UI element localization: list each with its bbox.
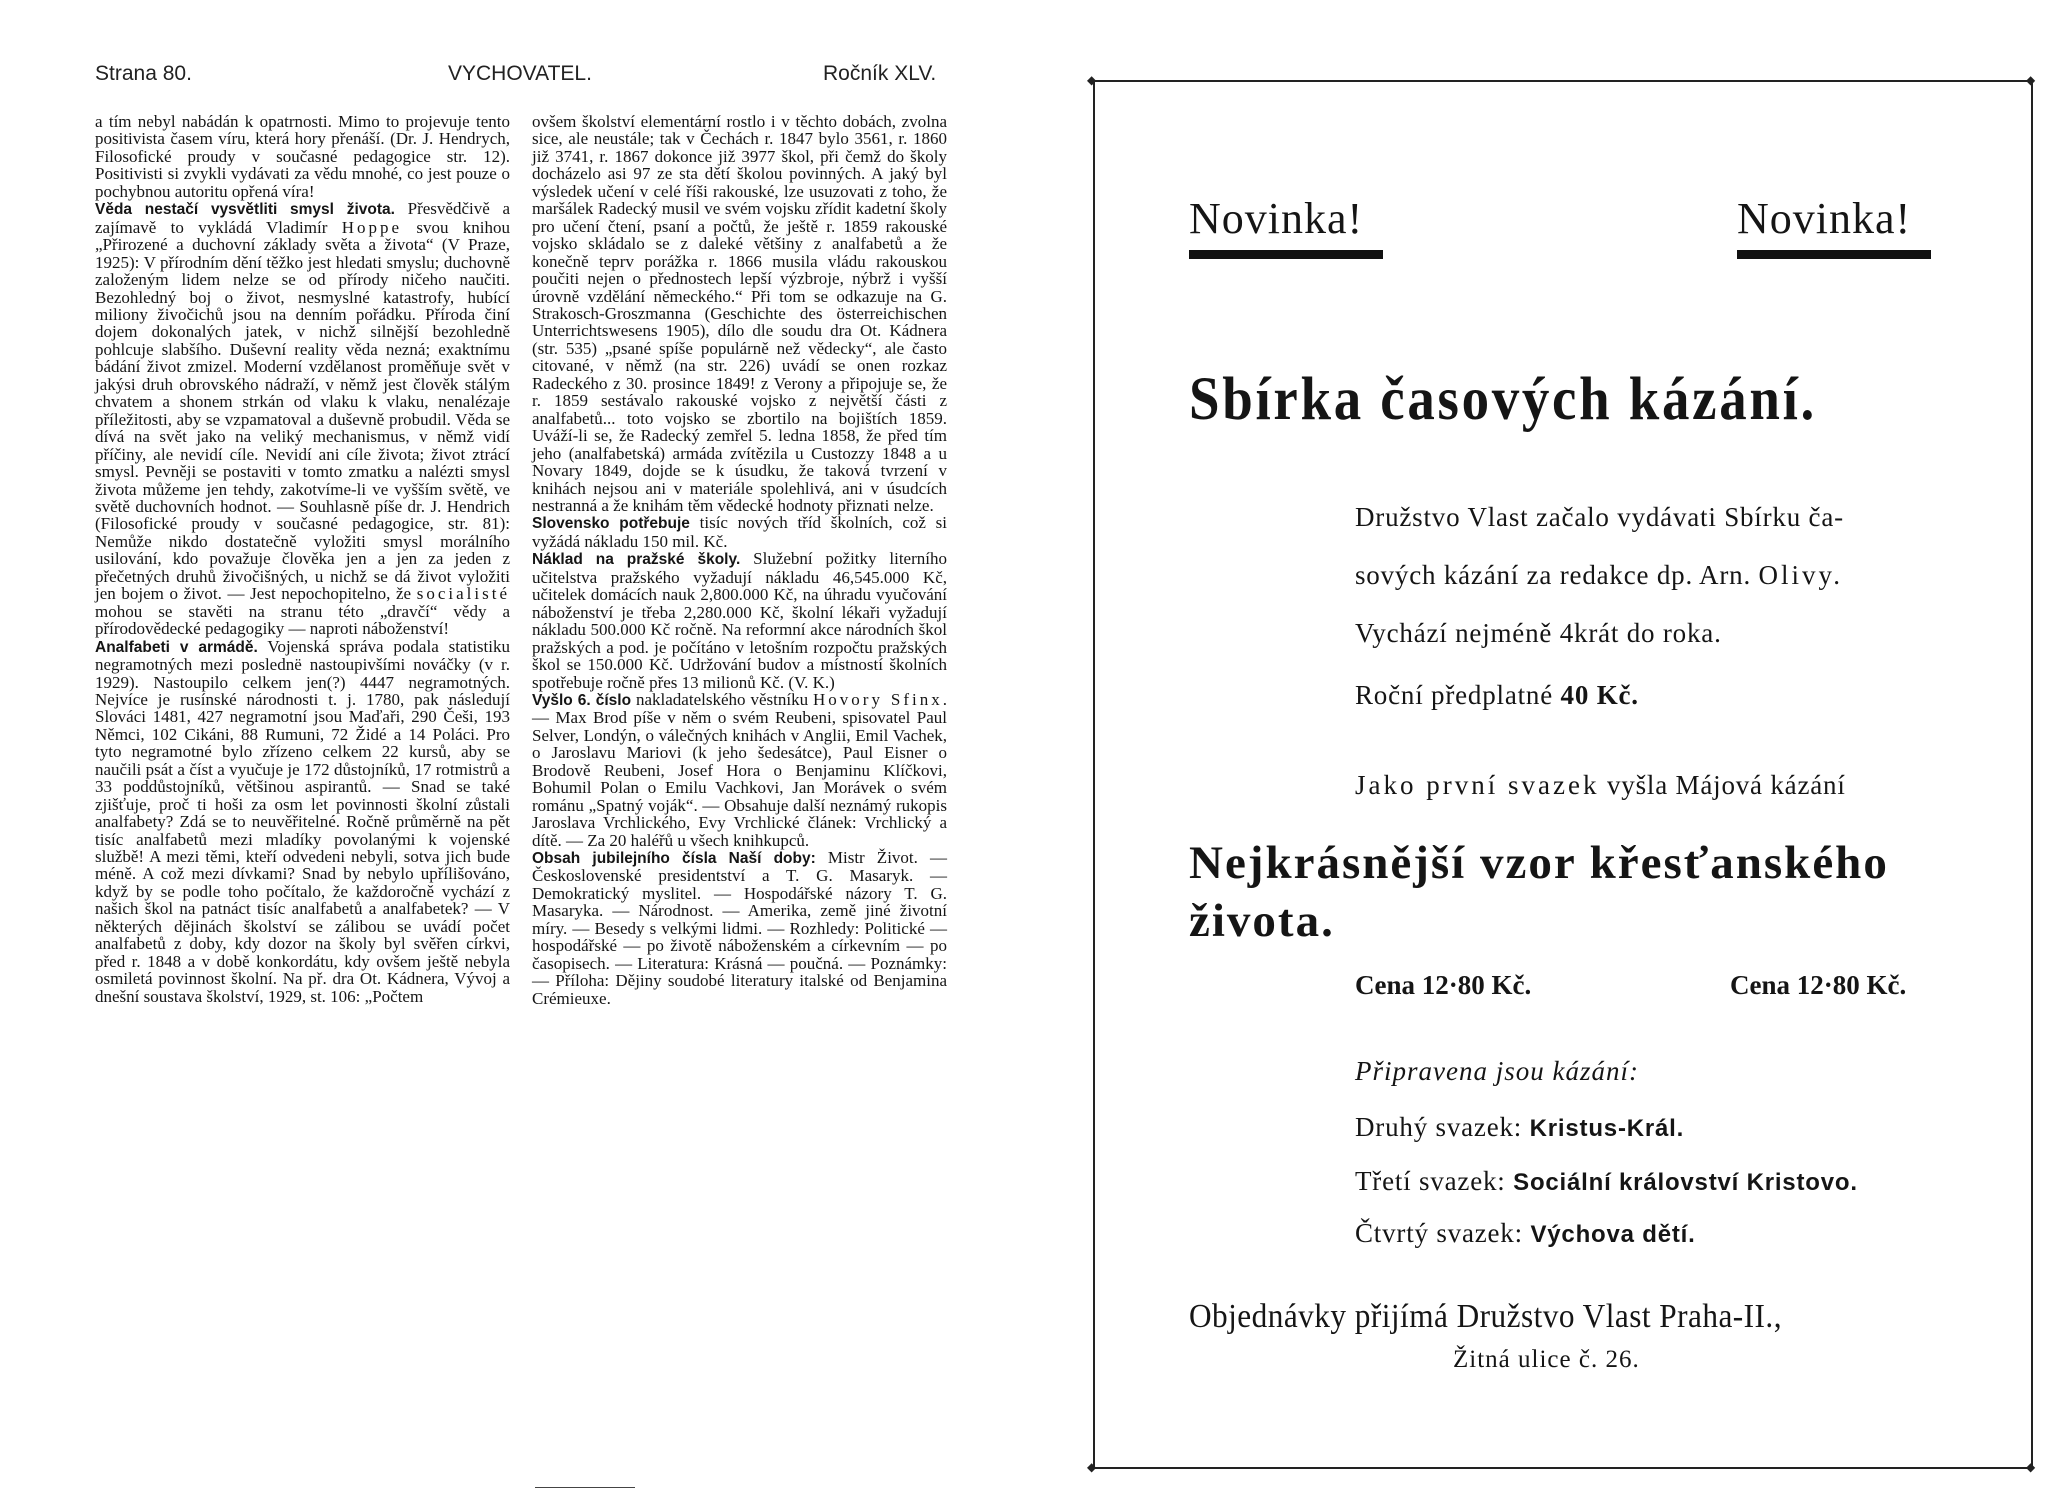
ad-orders: Objednávky přijímá Družstvo Vlast Praha-II.,	[1189, 1298, 1782, 1335]
frame-right	[2031, 80, 2033, 1468]
periodical-name: Hovory Sfinx	[813, 689, 943, 709]
corner-ornament: ◆	[1087, 1460, 1097, 1474]
volume-label: Čtvrtý svazek:	[1355, 1218, 1531, 1248]
ad-line-editor	[1355, 560, 1843, 591]
ad-line-frequency: Vychází nejméně 4krát do roka.	[1355, 618, 1722, 648]
paragraph-text: mohou se stavěti na stranu této „dravčí“ vědy a přírodovědecké pedagogiky — naproti náboženství!	[95, 601, 510, 639]
ad-address: Žitná ulice č. 26.	[1453, 1346, 1640, 1373]
journal-title: VYCHOVATEL.	[448, 62, 592, 85]
paragraph-text: svou knihou „Přirozené a duchovní základy světa a života“ (V Praze, 1925): V přírodním dění těžko jest hledati smyslu; duchovně založeným lidem nelze se od přírody ničeho naučiti. Bezohledný boj o život, nesmyslné katastrofy, hubící miliony živočichů jsou na denním pořádku. Příroda činí dojem dokonalých jatek, v nichž silnější bezohledně pohlcuje slabšího. Duševní reality věda nezná; exaktnímu bádání život zmizel. Moderní vzdělanost proměňuje svět v jakýsi druh obrovského nádraží, v němž jest člověk stálým chvatem a shonem strkán od vlaku k vlaku, nenalézaje příležitosti, aby se vzpamatoval a duševně probudil. Věda se dívá na svět jako na veliký mechanismus, v němž vidí příčiny, ale nevidí cíle. Nevidí ani cíle života; život ztrácí smysl. Pevněji se postaviti v tomto zmatku a nalézti smysl života můžeme jen tehdy, zakotvíme-li ve vyšším světě, ve světě duchovních hodnot. — Souhlasně píše dr. J. Hendrich (Filosofické proudy v současné pedagogice, str. 81): Nemůže nikdo dostatečně vyložiti smysl morálního usilování, kdo považuje člověka jen a jen za jeden z přečetných druhů živočišných, u nichž se dá život vyložiti jen bojem o život. — Jest nepochopitelno, že	[95, 217, 510, 604]
novinka-right: Novinka!	[1737, 194, 1912, 243]
paragraph-text: tisíc nových tříd školních, což si vyžádá nákladu 150 mil. Kč.	[532, 513, 947, 551]
paragraph-schools-history: ovšem školství elementární rostlo i v těchto dobách, zvolna sice, ale neustále; tak v Čechách r. 1847 bylo 3561, r. 1860 již 3741, r. 1867 dokonce již 3977 škol, při čemž do školy docházelo asi 97 ze sta dětí školou povinných. A jaký byl výsledek učení v celé říši rakouské, lze usuzovati z toho, že maršálek Radecký musil ve svém vojsku zřídit kadetní školy pro učení čtení, psaní a počtů, že ještě r. 1859 rakouské vojsko skládalo se z daleké většiny z analfabetů a že konečně teprv porážka r. 1866 musila vládu rakouskou poučiti nejen o přednostech lepší výzbroje, nýbrž i vyšší úrovně vzdělání německého.“ Při tom se odkazuje na G. Strakosch-Groszmanna (Geschichte des österreichischen Unterrichtswesens 1905), dílo dle soudu dra Ot. Kádnera (str. 535) „psané spíše populárně než vědecky“, ale často citované, v němž (na str. 226) uvádí se onen rozkaz Radeckého z 30. prosince 1849! z Verony a připojuje se, že r. 1859 sestávalo rakouské vojsko z největší části z analfabetů... toto vojsko se zbortilo na bojištích 1859. Uváží-li se, že Radecký zemřel 5. ledna 1858, že před tím jeho (analfabetská) armáda zvítězila u Custozzy 1848 a u Novary 1849, dojde se k úsudku, že taková tvrzení v knihách nejsou ani v materiále spolehlivá, ani v úsudcích nestranná a že knihám těm vědecké hodnoty přiznati nelze.	[532, 112, 947, 515]
volume-title: Výchova dětí.	[1530, 1221, 1696, 1248]
emphasized-word: socialisté	[416, 584, 510, 604]
volume-4	[1355, 1218, 1696, 1249]
ad-line-text: Roční předplatné	[1355, 680, 1561, 710]
paragraph-slovakia	[532, 514, 947, 550]
paragraph-nase-doba	[532, 849, 947, 1007]
corner-ornament: ◆	[1087, 73, 1097, 87]
ad-line-subscription	[1355, 680, 1639, 711]
frame-left	[1093, 80, 1095, 1468]
ad-line-first-volume	[1355, 770, 1846, 801]
paragraph-text: Přesvědčivě a zajímavě to vykládá Vladimír	[95, 199, 510, 237]
paragraph-text: Služební požitky literního učitelstva pražského vyžadují nákladu 46,545.000 Kč, učitelek domácích nauk 2,800.000 Kč, na úhradu vyučování náboženství je třeba 2,280.000 Kč, školní lékaři vyžadují nákladu 500.000 Kč ročně. Na reformní akce národních škol pražských a pod. je počítáno v letošním rozpočtu pražských škol se 150.000 Kč. Udržování budov a místností školních spotřebuje ročně přes 13 milionů Kč. (V. K.)	[532, 549, 947, 692]
ad-book-title: Nejkrásnější vzor křesťanského života.	[1189, 837, 1889, 947]
paragraph-text: Vojenská správa podala statistiku negramotných mezi poslednë nastoupivšími nováčky (v r. 1929). Nastoupilo celkem jen(?) 4447 negramotných. Nejvíce je rusínské národnosti t. j. 1780, pak následují Slováci 1481, 427 negramotní jsou Maďaři, 290 Češi, 193 Němci, 102 Cikáni, 88 Rumuni, 72 Židé a 14 Poláci. Pro tyto negramotné bylo zřízeno celkem 22 kursů, aby se naučili psát a číst a vyučuje je 172 důstojníků, 17 rotmistrů a 33 poddůstojníků, většinou aspirantů. — Snad se také zjišťuje, proč ti hoši za osm let povinnosti školní zůstali analfabety? Zdá se to neuvěřitelné. Ročně průměrně na pět tisíc analfabetů mezi mladíky povolanými k vojenské službě! A mezi těmi, kteří odvedeni nebyli, sotva jich bude méně. A což mezi dívkami? Snad by nebylo upřílišováno, když by se podle toho počítalo, že každoročně vychází z našich škol na patnáct tisíc analfabetů a analfabetek? — V některých dějinách školství se zálibou se uvádí počet analfabetů z doby, kdy dozor na školy byl svěřen církvi, před r. 1848 a v době konkordátu, kdy ovšem ještě nebyla osmiletá povinnost školní. Na př. dra Ot. Kádnera, Vývoj a dnešní soustava školství, 1929, st. 106: „Počtem	[95, 636, 510, 1006]
paragraph-text: Mistr Život. — Československé presidentství a T. G. Masaryk. — Demokratický myslitel. — Hospodářské názory T. G. Masaryka. — Národnost. — Amerika, země jiné životní míry. — Besedy s velkými lidmi. — Rozhledy: Politické — hospodářské — po životě náboženském a církevním — po časopisech. — Literatura: Krásná — poučná. — Poznámky: — Příloha: Dějiny soudobé literatury italské od Benjamina Crémieuxe.	[532, 848, 947, 1008]
price-right: Cena 12·80 Kč.	[1730, 970, 1907, 1000]
section-heading: Obsah jubilejního čísla Naší doby:	[532, 850, 816, 868]
text-column-left	[95, 113, 510, 1005]
text-column-right	[532, 113, 947, 1007]
ad-line-text: sových kázání za redakce dp. Arn.	[1355, 560, 1759, 590]
paragraph-prague-schools	[532, 550, 947, 691]
frame-top	[1093, 80, 2033, 82]
volume-label: Druhý svazek:	[1355, 1112, 1530, 1142]
section-heading: Slovensko potřebuje	[532, 515, 690, 533]
paragraph-positivism: a tím nebyl nabádán k opatrnosti. Mimo to projevuje tento positivista časem víru, která hory přenáší. (Dr. J. Hendrych, Filosofické proudy v současné pedagogice str. 12). Positivisti si zvykli vydávati za vědu mnohé, co jest pouze o pochybnou autoritu opřená víra!	[95, 112, 510, 201]
page-number: Strana 80.	[95, 62, 192, 85]
novinka-underline-left	[1189, 250, 1383, 259]
volume-label: Třetí svazek:	[1355, 1166, 1514, 1196]
section-heading: Věda nestačí vysvětliti smysl života.	[95, 201, 395, 219]
paragraph-text: . — Max Brod píše v něm o svém Reubeni, spisovatel Paul Selver, Londýn, o válečných knihách v Anglii, Emil Vachek, o Jaroslavu Mariovi (k jeho šedesátce), Paul Eisner o Brodově Reubeni, Josef Hora o Benjaminu Klíčkovi, Bohumil Polan o Emilu Vachkovi, Jan Morávek o svém románu „Spatný voják“. — Obsahuje další neznámý rukopis Jaroslava Vrchlického, Evy Vrchlické článek: Vrchlický a dítě. — Za 20 haléřů u všech knihkupců.	[532, 689, 948, 850]
section-heading: Analfabeti v armádě.	[95, 638, 258, 656]
volume-title: Kristus-Král.	[1529, 1115, 1685, 1142]
frame-bottom	[1093, 1467, 2033, 1469]
paragraph-hovory-sfinx	[532, 691, 947, 849]
volume-number: Ročník XLV.	[823, 62, 937, 85]
paragraph-text: nakladatelského věstníku	[631, 689, 814, 709]
prepared-heading: Připravena jsou kázání:	[1355, 1056, 1639, 1086]
ad-line-publisher: Družstvo Vlast začalo vydávati Sbírku ča-	[1355, 502, 1844, 532]
volume-2	[1355, 1112, 1684, 1143]
section-heading: Vyšlo 6. číslo	[532, 691, 632, 709]
price-left: Cena 12·80 Kč.	[1355, 970, 1532, 1000]
volume-3	[1355, 1166, 1858, 1197]
author-name: Hoppe	[341, 217, 403, 237]
novinka-left: Novinka!	[1189, 194, 1364, 243]
end-rule	[535, 1487, 635, 1488]
corner-ornament: ◆	[2026, 73, 2036, 87]
ad-line-text: Jako první svazek	[1355, 770, 1600, 800]
ad-headline: Sbírka časových kázání.	[1189, 366, 1817, 433]
editor-name: Olivy.	[1758, 560, 1844, 590]
volume-title: Sociální království Kristovo.	[1513, 1169, 1858, 1196]
corner-ornament: ◆	[2026, 1460, 2036, 1474]
paragraph-illiterates	[95, 638, 510, 1006]
ad-line-text: vyšla Májová kázání	[1599, 770, 1846, 800]
novinka-underline-right	[1737, 250, 1931, 259]
subscription-price: 40 Kč.	[1560, 680, 1639, 710]
section-heading: Náklad na pražské školy.	[532, 551, 741, 569]
paragraph-science-life	[95, 200, 510, 637]
